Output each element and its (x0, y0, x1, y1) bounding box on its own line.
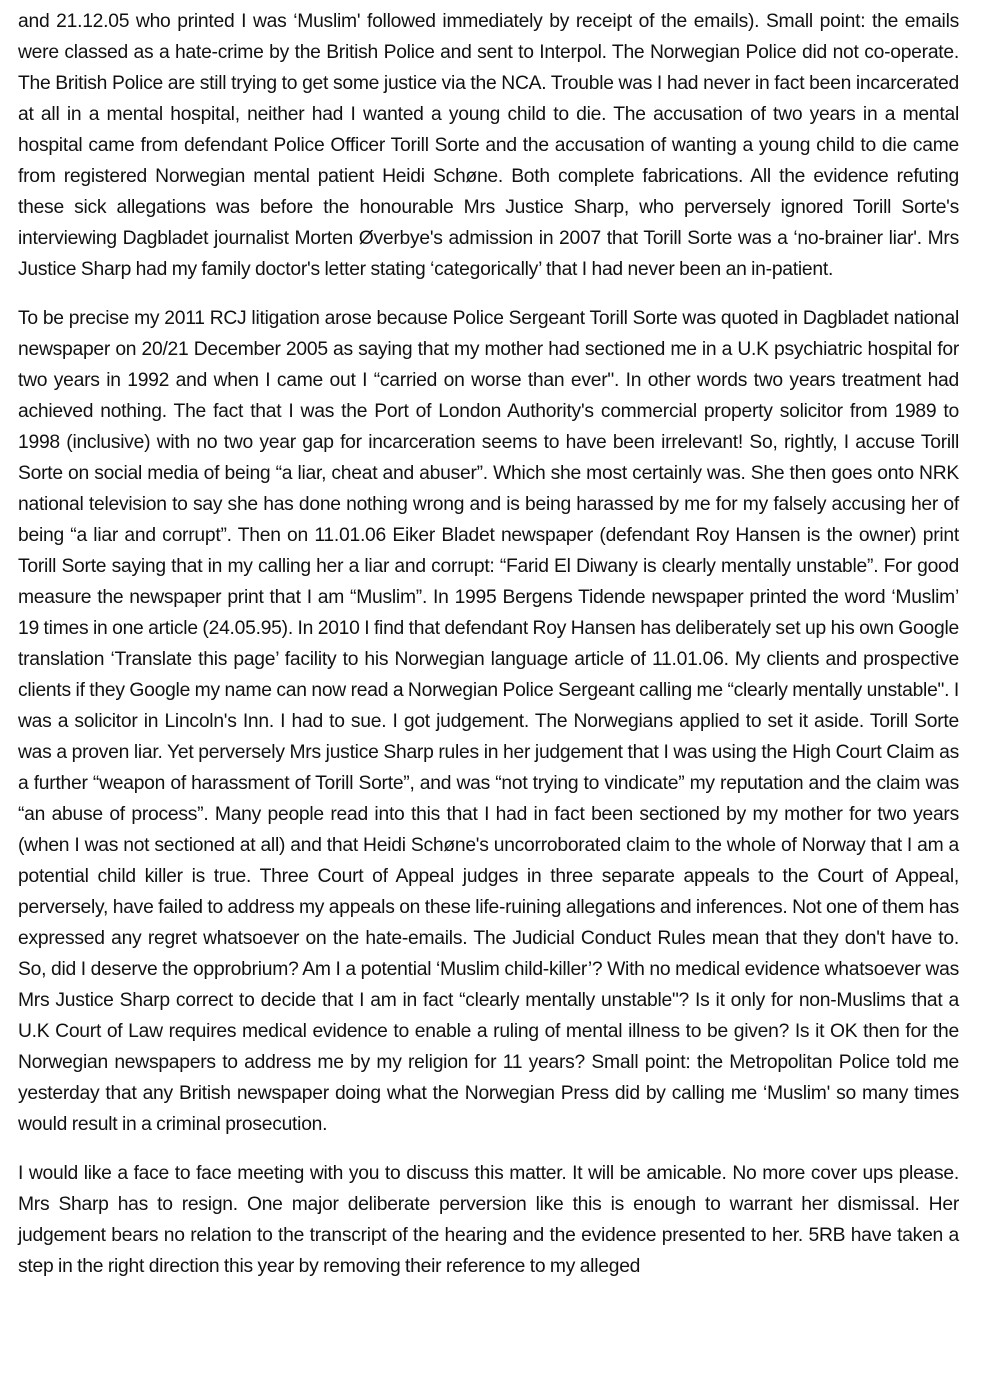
paragraph-meeting-request: I would like a face to face meeting with you to discuss this matter. It will be amicable. No more cover ups please. Mrs Sharp has to resign. One major deliberate perversion like this is enough to warrant her dismissal. Her judgement bears no relation to the transcript of the hearing and the evidence presented to her. 5RB have taken a step in the right direction this year by removing their reference to my alleged (18, 1163, 959, 1277)
paragraph-hate-emails: and 21.12.05 who printed I was ‘Muslim' followed immediately by receipt of the emails). Small point: the emails were classed as a hate-crime by the British Police and sent to Interpol. The Norwegian Police did not co-operate. The British Police are still trying to get some justice via the NCA. Trouble was I had never in fact been incarcerated at all in a mental hospital, neither had I wanted a young child to die. The accusation of two years in a mental hospital came from defendant Police Officer Torill Sorte and the accusation of wanting a young child to die came from registered Norwegian mental patient Heidi Schøne. Both complete fabrications. All the evidence refuting these sick allegations was before the honourable Mrs Justice Sharp, who perversely ignored Torill Sorte's interviewing Dagbladet journalist Morten Øverbye's admission in 2007 that Torill Sorte was a ‘no-brainer liar'. Mrs Justice Sharp had my family doctor's letter stating ‘categorically’ that I had never been an in-patient. (18, 11, 959, 280)
paragraph-rcj-litigation: To be precise my 2011 RCJ litigation arose because Police Sergeant Torill Sorte was quoted in Dagbladet national newspaper on 20/21 December 2005 as saying that my mother had sectioned me in a U.K psychiatric hospital for two years in 1992 and when I came out I “carried on worse than ever". In other words two years treatment had achieved nothing. The fact that I was the Port of London Authority's commercial property solicitor from 1989 to 1998 (inclusive) with no two year gap for incarceration seems to have been irrelevant! So, rightly, I accuse Torill Sorte on social media of being “a liar, cheat and abuser”. Which she most certainly was. She then goes onto NRK national television to say she has done nothing wrong and is being harassed by me for my falsely accusing her of being “a liar and corrupt”. Then on 11.01.06 Eiker Bladet newspaper (defendant Roy Hansen is the owner) print Torill Sorte saying that in my calling her a liar and corrupt: “Farid El Diwany is clearly mentally unstable”. For good measure the newspaper print that I am “Muslim”. In 1995 Bergens Tidende newspaper printed the word ‘Muslim’ 19 times in one article (24.05.95). In 2010 I find that defendant Roy Hansen has deliberately set up his own Google translation ‘Translate this page’ facility to his Norwegian language article of 11.01.06. My clients and prospective clients if they Google my name can now read a Norwegian Police Sergeant calling me “clearly mentally unstable". I was a solicitor in Lincoln's Inn. I had to sue. I got judgement. The Norwegians applied to set it aside. Torill Sorte was a proven liar. Yet perversely Mrs justice Sharp rules in her judgement that I was using the High Court Claim as a further “weapon of harassment of Torill Sorte”, and was “not trying to vindicate” my reputation and the claim was “an abuse of process”. Many people read into this that I had in fact been sectioned by my mother for two years (when I was not sectioned at all) and that Heidi Schøne's uncorroborated claim to the whole of Norway that I am a potential child killer is true. Three Court of Appeal judges in three separate appeals to the Court of Appeal, perversely, have failed to address my appeals on these life-ruining allegations and inferences. Not one of them has expressed any regret whatsoever on the hate-emails. The Judicial Conduct Rules mean that they don't have to. So, did I deserve the opprobrium? Am I a potential ‘Muslim child-killer’? With no medical evidence whatsoever was Mrs Justice Sharp correct to decide that I am in fact “clearly mentally unstable"? Is it only for non-Muslims that a U.K Court of Law requires medical evidence to enable a ruling of mental illness to be given? Is it OK then for the Norwegian newspapers to address me by my religion for 11 years? Small point: the Metropolitan Police told me yesterday that any British newspaper doing what the Norwegian Press did by calling me ‘Muslim' so many times would result in a criminal prosecution. (18, 308, 959, 1135)
document-page (18, 0, 959, 1282)
